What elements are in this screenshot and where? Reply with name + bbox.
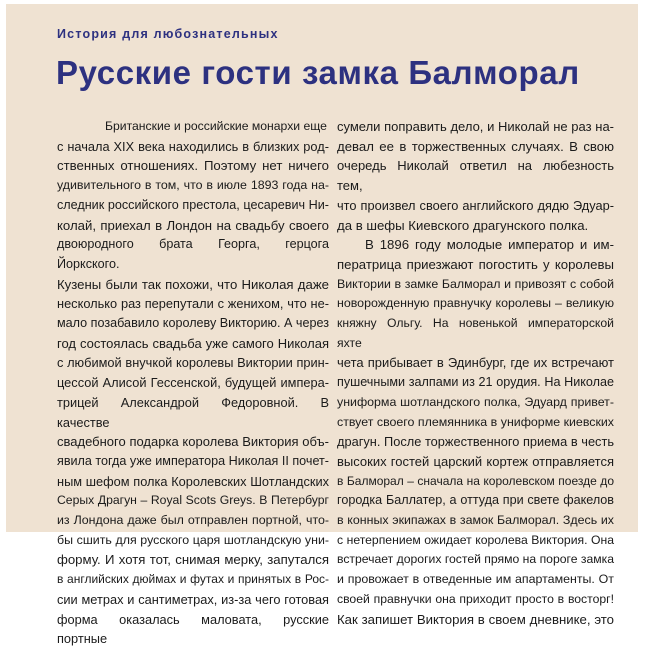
text-line: трицей Александрой Федоровной. В качестве xyxy=(57,394,329,430)
text-line: своей правнучки она приходит просто в восторг! xyxy=(337,591,614,606)
text-line: явила тогда уже императора Николая II почет- xyxy=(57,453,329,468)
text-line: пушечными залпами из 21 орудия. На Николае xyxy=(337,375,614,390)
text-line: чета прибывает в Эдинбург, где их встречают xyxy=(337,355,614,371)
text-line: цессой Алисой Гессенской, будущей импера- xyxy=(57,375,329,391)
text-line: ственных отношениях. Поэтому нет ничего xyxy=(57,158,329,174)
text-line: в конных экипажах в замок Балморал. Здесь их xyxy=(337,513,614,528)
article-title: Русские гости замка Балморал xyxy=(56,54,580,91)
left-column xyxy=(57,117,329,649)
text-line: ным шефом полка Королевских Шотландских xyxy=(57,473,329,489)
text-line: несколько раз перепутали с женихом, что не- xyxy=(57,296,329,312)
text-line: ствует своего племянника в униформе киевских xyxy=(337,414,614,429)
text-line: в Балморал – сначала на королевском поезде до xyxy=(337,473,614,488)
text-line: униформа шотландского полка, Эдуард привет- xyxy=(337,394,614,409)
magazine-page xyxy=(6,4,638,647)
text-line: девал ее в торжественных случаях. В свою xyxy=(337,138,614,154)
text-line: форма оказалась маловата, русские портные xyxy=(57,611,329,647)
text-line: Как запишет Виктория в своем дневнике, это xyxy=(337,611,614,627)
right-column xyxy=(337,117,614,629)
text-line: новорожденную правнучку королевы – великую xyxy=(337,296,614,311)
section-rubric: История для любознательных xyxy=(57,27,279,41)
text-line: городка Баллатер, а оттуда при свете факелов xyxy=(337,493,614,508)
text-line: следник российского престола, цесаревич Ни- xyxy=(57,197,329,212)
text-line: бы сшить для русского царя шотландскую уни- xyxy=(57,532,329,547)
text-line: В 1896 году молодые император и им- xyxy=(365,237,614,253)
text-line: с нетерпением ожидает королева Виктория. Она xyxy=(337,532,614,547)
text-line: сии метрах и сантиметрах, из-за чего готовая xyxy=(57,591,329,607)
text-line: и провожает в отведенные им апартаменты. От xyxy=(337,572,614,587)
text-line: удивительного в том, что в июле 1893 года на- xyxy=(57,178,329,193)
text-line: Британские и российские монархи еще xyxy=(105,119,327,133)
text-line: свадебного подарка королева Виктория объ- xyxy=(57,434,329,450)
text-line: с начала XIX века находились в близких род- xyxy=(57,138,329,154)
text-line: княжну Ольгу. На новенькой императорской яхте xyxy=(337,316,614,350)
text-line: встречает дорогих гостей прямо на пороге замка xyxy=(337,552,614,567)
text-line: Серых Драгун – Royal Scots Greys. В Петербург xyxy=(57,493,329,508)
text-line: что произвел своего английского дядю Эдуар- xyxy=(337,197,614,213)
text-line: колай, приехал в Лондон на свадьбу своего xyxy=(57,217,329,233)
text-line: очередь Николай ответил на любезность тем, xyxy=(337,158,614,194)
text-line: да в шефы Киевского драгунского полка. xyxy=(337,217,589,233)
text-line: в английских дюймах и футах и принятых в Рос- xyxy=(57,572,329,587)
text-line: мало позабавило королеву Викторию. А через xyxy=(57,316,329,331)
text-line: форму. И хотя тот, снимая мерку, запутался xyxy=(57,552,329,568)
text-line: Кузены были так похожи, что Николая даже xyxy=(57,276,329,292)
text-line: двоюродного брата Георга, герцога Йоркского. xyxy=(57,237,329,271)
text-line: с любимой внучкой королевы Виктории прин- xyxy=(57,355,329,371)
text-line: высоких гостей царский кортеж отправляется xyxy=(337,453,614,469)
text-line: Виктории в замке Балморал и привозят с собой xyxy=(337,276,614,291)
text-line: драгун. После торжественного приема в честь xyxy=(337,434,614,450)
text-line: год состоялась свадьба уже самого Николая xyxy=(57,335,329,351)
text-line: сумели поправить дело, и Николай не раз на- xyxy=(337,119,614,134)
text-line: ператрица приезжают погостить у королевы xyxy=(337,256,614,272)
text-line: из Лондона даже был отправлен портной, что- xyxy=(57,513,329,528)
